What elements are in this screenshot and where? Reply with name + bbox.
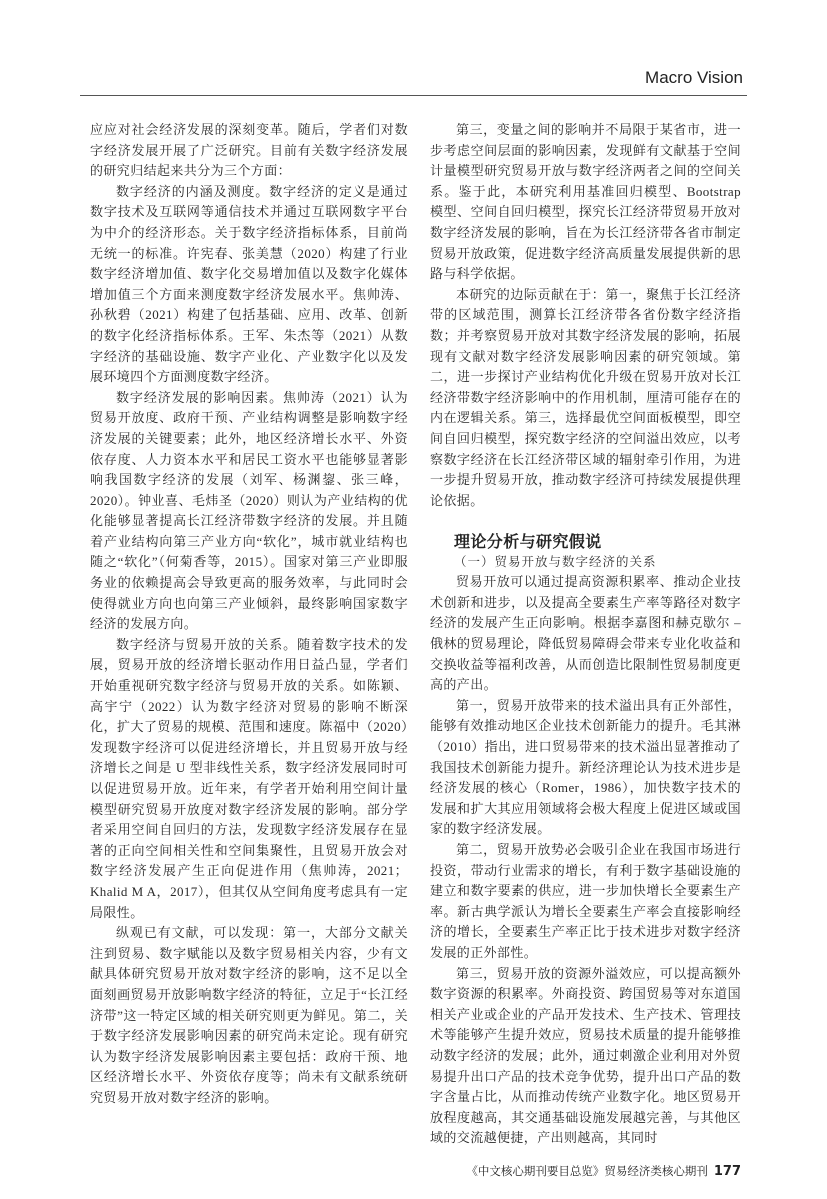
header-rule	[80, 95, 747, 96]
paragraph: 第三，变量之间的影响并不局限于某省市，进一步考虑空间层面的影响因素，发现鲜有文献基于空间计量模型研究贸易开放与数字经济两者之间的空间关系。鉴于此，本研究利用基准回归模型、Bootstrap 模型、空间自回归模型，探究长江经济带贸易开放对数字经济发展的影响，旨在为长江经济带各省市制定贸易开放政策，促进数字经济高质量发展提供新的思路与科学依据。	[430, 122, 741, 282]
paragraph: 第二，贸易开放势必会吸引企业在我国市场进行投资，带动行业需求的增长，有利于数字基础设施的建立和数字要素的供应，进一步加快增长全要素生产率。新古典学派认为增长全要素生产率会直接影响经济的增长，全要素生产率正比于技术进步对数字经济发展的正外部性。	[430, 842, 741, 960]
right-column	[430, 120, 741, 1149]
paragraph: 应应对社会经济发展的深刻变革。随后，学者们对数字经济发展开展了广泛研究。目前有关数字经济发展的研究归结起来共分为三个方面：	[90, 122, 408, 179]
paragraph: 贸易开放可以通过提高资源积累率、推动企业技术创新和进步，以及提高全要素生产率等路径对数字经济的发展产生正向影响。根据李嘉图和赫克歇尔 – 俄林的贸易理论，降低贸易障碍会带来专业化收益和交换收益等福利改善，从而创造比限制性贸易制度更高的产出。	[430, 574, 741, 693]
paragraph: 数字经济的内涵及测度。数字经济的定义是通过数字技术及互联网等通信技术并通过互联网数字平台为中介的经济形态。关于数字经济指标体系，目前尚无统一的标准。许宪春、张美慧（2020）构建了行业数字经济增加值、数字化交易增加值以及数字化媒体增加值三个方面来测度数字经济发展水平。焦帅涛、孙秋碧（2021）构建了包括基础、应用、改革、创新的数字化经济指标体系。王军、朱杰等（2021）从数字经济的基础设施、数字产业化、产业数字化以及发展环境四个方面测度数字经济。	[90, 183, 408, 385]
paragraph: 纵观已有文献，可以发现：第一，大部分文献关注到贸易、数字赋能以及数字贸易相关内容，少有文献具体研究贸易开放对数字经济的影响，这不足以全面刻画贸易开放影响数字经济的特征，立足于“长江经济带”这一特定区域的相关研究则更为鲜见。第二，关于数字经济发展影响因素的研究尚未定论。现有研究认为数字经济发展影响因素主要包括：政府干预、地区经济增长水平、外资依存度等；尚未有文献系统研究贸易开放对数字经济的影响。	[90, 925, 408, 1105]
journal-note: 《中文核心期刊要目总览》贸易经济类核心期刊	[466, 1163, 708, 1178]
page-number: 177	[713, 1163, 741, 1179]
running-title: Macro Vision	[645, 68, 743, 87]
section-title: 理论分析与研究假说	[454, 532, 602, 552]
subsection-title: （一）贸易开放与数字经济的关系	[454, 555, 657, 570]
page-footer	[90, 1163, 741, 1179]
paragraph: 第三，贸易开放的资源外溢效应，可以提高额外数字资源的积累率。外商投资、跨国贸易等对东道国相关产业或企业的产品开发技术、生产技术、管理技术等能够产生提升效应，贸易技术质量的提升能够推动数字经济的发展；此外，通过刺激企业利用对外贸易提升出口产品的技术竞争优势，提升出口产品的数字含量占比，从而推动传统产业数字化。地区贸易开放程度越高，其交通基础设施发展越完善，与其他区域的交流越便捷，产出则越高，其同时	[430, 965, 741, 1146]
paragraph: 数字经济发展的影响因素。焦帅涛（2021）认为贸易开放度、政府干预、产业结构调整是影响数字经济发展的关键要素；此外，地区经济增长水平、外资依存度、人力资本水平和居民工资水平也能够显著影响我国数字经济的发展（刘军、杨渊鋆、张三峰，2020）。钟业喜、毛炜圣（2020）则认为产业结构的优化能够显著提高长江经济带数字经济的发展。并且随着产业结构向第三产业方向“软化”，城市就业结构也随之“软化”（何菊香等，2015）。国家对第三产业即服务业的依赖提高会导致更高的服务效率，与此同时会使得就业方向也向第三产业倾斜，最终影响国家数字经济的发展方向。	[90, 389, 408, 632]
paragraph: 数字经济与贸易开放的关系。随着数字技术的发展，贸易开放的经济增长驱动作用日益凸显，学者们开始重视研究数字经济与贸易开放的关系。如陈颖、高宇宁（2022）认为数字经济对贸易的影响不断深化，扩大了贸易的规模、范围和速度。陈福中（2020）发现数字经济可以促进经济增长，并且贸易开放与经济增长之间是 U 型非线性关系，数字经济发展同时可以促进贸易开放。近年来，有学者开始利用空间计量模型研究贸易开放度对数字经济发展的影响。部分学者采用空间自回归的方法，发现数字经济发展存在显著的正向空间相关性和空间集聚性，且贸易开放会对数字经济发展产生正向促进作用（焦帅涛，2021；Khalid M A，2017），但其仅从空间角度考虑具有一定局限性。	[90, 636, 408, 920]
paragraph: 第一，贸易开放带来的技术溢出具有正外部性，能够有效推动地区企业技术创新能力的提升。毛其淋（2010）指出，进口贸易带来的技术溢出显著推动了我国技术创新能力提升。新经济理论认为技术进步是经济发展的核心（Romer，1986），加快数字技术的发展和扩大其应用领域将会极大程度上促进区域或国家的数字经济发展。	[430, 697, 741, 837]
paragraph: 本研究的边际贡献在于：第一，聚焦于长江经济带的区域范围，测算长江经济带各省份数字经济指数；并考察贸易开放对其数字经济发展的影响，拓展现有文献对数字经济发展影响因素的研究领域。第二，进一步探讨产业结构优化升级在贸易开放对长江经济带数字经济影响中的作用机制，厘清可能存在的内在逻辑关系。第三，选择最优空间面板模型，即空间自回归模型，探究数字经济的空间溢出效应，以考察数字经济在长江经济带区域的辐射牵引作用，为进一步提升贸易开放，推动数字经济可持续发展提供理论依据。	[430, 286, 741, 508]
body-columns	[90, 120, 741, 1149]
left-column	[90, 120, 408, 1109]
